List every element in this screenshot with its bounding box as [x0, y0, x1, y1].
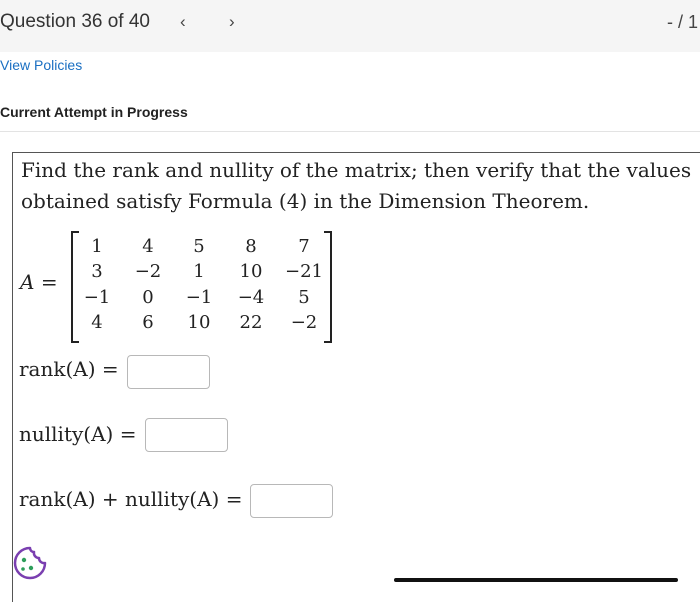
matrix-cell: 3 [91, 261, 103, 282]
previous-question-button[interactable]: ‹ [180, 12, 186, 31]
nullity-answer-input[interactable] [145, 418, 228, 452]
matrix-cell: −1 [83, 287, 111, 308]
question-prompt: Find the rank and nullity of the matrix; then verify that the values obtained satisfy Formula (4) in the Dimension Theorem. [21, 158, 692, 213]
matrix-cell: 10 [187, 312, 211, 333]
next-question-button[interactable]: › [229, 12, 235, 31]
rank-label: rank(A) = [19, 357, 119, 381]
question-counter: Question 36 of 40 [0, 11, 150, 32]
matrix-cell: 0 [142, 287, 154, 308]
matrix-name: A [20, 270, 35, 294]
question-score: - / 1 [666, 12, 698, 32]
matrix-cell: 1 [193, 261, 205, 282]
matrix-cell: −21 [285, 261, 323, 282]
nullity-label: nullity(A) = [19, 422, 137, 446]
matrix-cell: −2 [290, 312, 318, 333]
cookie-icon[interactable] [12, 545, 48, 581]
matrix-cell: 22 [239, 312, 263, 333]
sum-answer-input[interactable] [250, 484, 333, 518]
view-policies-link[interactable]: View Policies [0, 57, 83, 73]
matrix-cell: 10 [239, 261, 263, 282]
question-header [0, 0, 700, 52]
matrix-cell: −1 [185, 287, 213, 308]
matrix-cell: 4 [142, 236, 154, 257]
matrix-cell: 7 [298, 236, 310, 257]
matrix-cell: 4 [91, 312, 103, 333]
matrix-label [20, 270, 58, 294]
matrix-cell: 6 [142, 312, 154, 333]
matrix-cell: −2 [134, 261, 162, 282]
section-divider [0, 131, 700, 132]
home-indicator-bar [394, 578, 678, 582]
matrix-cell: 1 [91, 236, 103, 257]
matrix-cell: 5 [298, 287, 310, 308]
sum-label: rank(A) + nullity(A) = [19, 487, 243, 511]
matrix-cell: 8 [245, 236, 257, 257]
rank-answer-input[interactable] [127, 355, 210, 389]
matrix-cell: 5 [193, 236, 205, 257]
attempt-status: Current Attempt in Progress [0, 104, 188, 120]
matrix-equals: = [40, 270, 58, 294]
matrix-cell: −4 [237, 287, 265, 308]
